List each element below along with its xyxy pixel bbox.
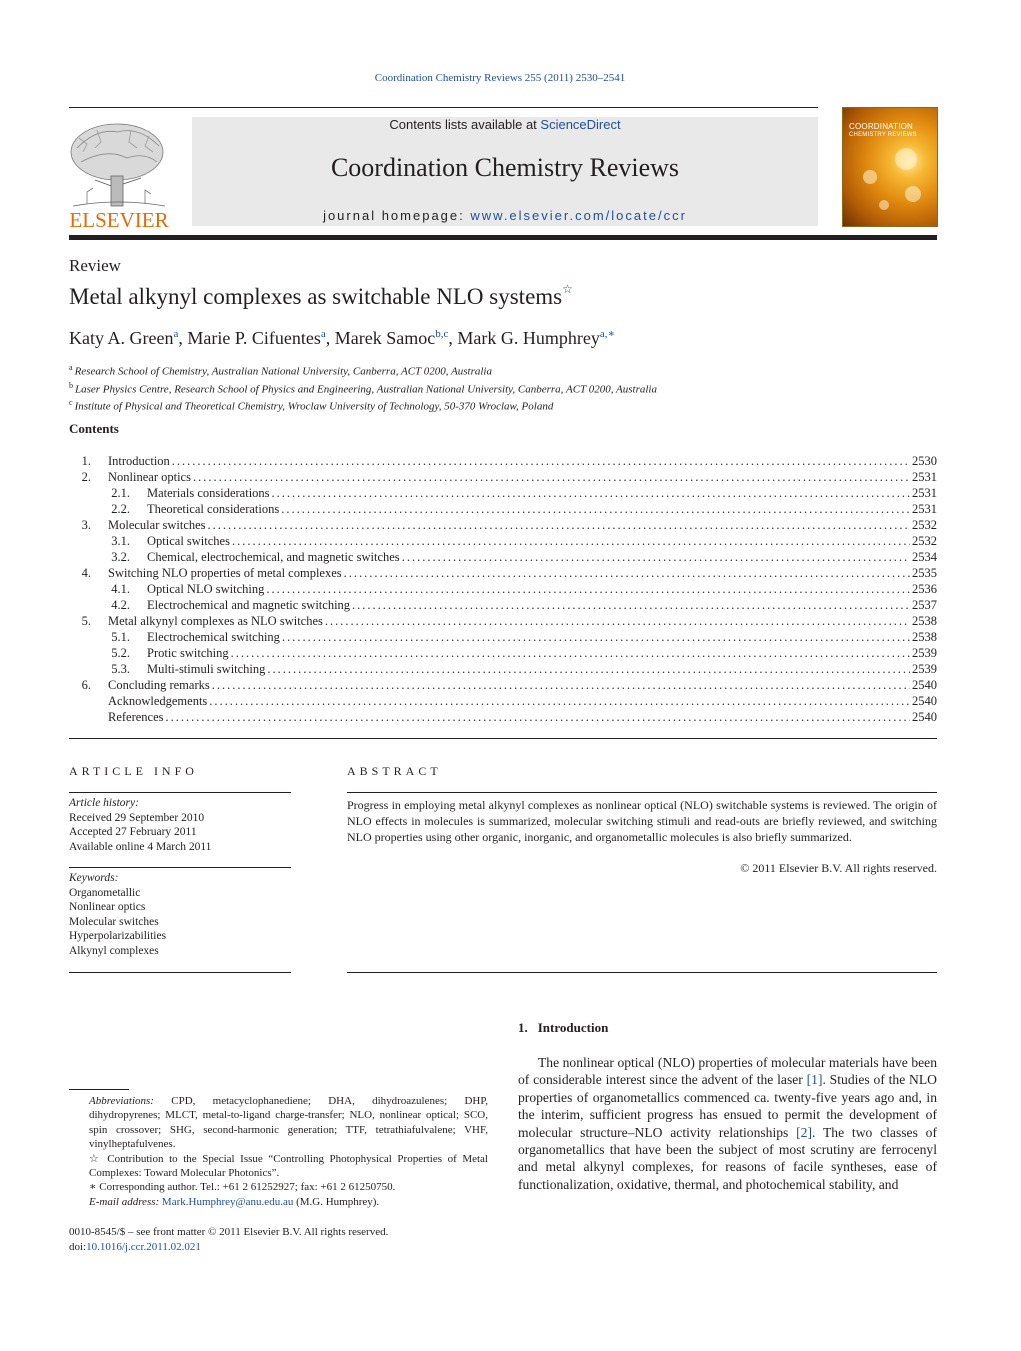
sciencedirect-link[interactable]: ScienceDirect [540,117,621,132]
toc-number: 2. [81,470,91,484]
reference-link-2[interactable]: [2] [796,1124,812,1140]
toc-entry[interactable] [69,517,937,533]
toc-leader-dots [352,597,910,613]
toc-entry[interactable] [69,533,937,549]
keyword-item: Hyperpolarizabilities [69,930,167,942]
toc-label[interactable]: Optical NLO switching [147,582,265,596]
table-of-contents [69,453,937,725]
affiliation-text: Research School of Chemistry, Australian National University, Canberra, ACT 0200, Australia [74,365,492,378]
toc-page-number: 2531 [912,502,937,516]
journal-cover-thumbnail[interactable] [842,107,938,227]
cover-title: COORDINATION CHEMISTRY REVIEWS [849,122,917,138]
toc-leader-dots [172,453,910,469]
history-label: Article history: [69,797,139,809]
abstract-text: Progress in employing metal alkynyl complexes as nonlinear optical (NLO) switchable systems is reviewed. The origin of NLO effects in molecules is summarized, molecular switching stimuli and read-outs are briefly reviewed, and switching NLO properties using other organic, inorganic, and organometallic molecules is also briefly summarized. [347,798,937,844]
toc-entry[interactable] [69,661,937,677]
toc-label[interactable]: Concluding remarks [108,678,210,692]
keywords-rule [69,867,291,868]
abstract-rule [347,792,937,793]
toc-number: 5.1. [111,630,130,644]
toc-leader-dots [272,485,910,501]
keyword-item: Organometallic [69,886,141,899]
toc-page-number: 2539 [912,662,937,676]
toc-label[interactable]: Optical switches [147,534,230,548]
special-issue-footnote: ☆ Contribution to the Special Issue “Controlling Photophysical Properties of Metal Complexes: Toward Molecular Photonics”. [89,1152,488,1180]
history-item: Accepted 27 February 2011 [69,826,197,838]
toc-page-number: 2540 [912,710,937,724]
toc-entry[interactable] [69,629,937,645]
contents-heading: Contents [69,421,119,436]
toc-leader-dots [209,693,910,709]
toc-entry[interactable] [69,677,937,693]
toc-entry[interactable] [69,501,937,517]
toc-label[interactable]: Materials considerations [147,486,270,500]
author-affiliation-mark[interactable]: a [173,328,179,340]
author-list [69,327,615,349]
toc-leader-dots [325,613,910,629]
toc-leader-dots [266,581,910,597]
affiliation-item [69,379,657,397]
toc-number: 2.1. [111,486,130,500]
keyword-item: Nonlinear optics [69,901,146,913]
toc-page-number: 2537 [912,598,937,612]
toc-leader-dots [282,629,910,645]
toc-entry[interactable] [69,453,937,469]
author-name[interactable]: Marek Samoc [334,328,436,348]
toc-number: 2.2. [111,502,130,516]
toc-page-number: 2532 [912,534,937,548]
introduction-body: The nonlinear optical (NLO) properties of molecular materials have been of considerable interest since the advent of the laser [1]. Studies of the NLO properties of organometallics commenced ca. twenty-five years ago and, in the interim, sufficient progress has ensued to permit the development of molecular structure–NLO activity relationships [2]. The two classes of organometallics that have been the subject of most scrutiny are ferrocenyl and metal alkynyl complexes, for reasons of facile syntheses, ease of functionalization, oxidative, thermal, and photochemical stability, and [518,1055,937,1192]
author-affiliation-mark[interactable]: a [320,328,326,340]
keyword-item: Molecular switches [69,915,159,928]
keywords [69,871,166,958]
toc-leader-dots [232,533,910,549]
author-name[interactable]: Mark G. Humphrey [457,328,600,348]
toc-entry[interactable] [69,549,937,565]
issn-line: 0010-8545/$ – see front matter © 2011 Elsevier B.V. All rights reserved. [69,1226,389,1238]
footnote-rule [69,1089,129,1090]
toc-label[interactable]: Electrochemical and magnetic switching [147,598,351,612]
affiliation-key: a [69,363,73,372]
affiliation-item [69,396,657,414]
abstract-bottom-rule [347,972,937,973]
header-thick-rule [69,235,937,240]
toc-number: 5. [81,614,91,628]
toc-leader-dots [193,469,910,485]
toc-label[interactable]: Metal alkynyl complexes as NLO switches [108,614,323,628]
toc-entry[interactable] [69,485,937,501]
elsevier-logo [67,118,171,230]
journal-homepage: journal homepage: www.elsevier.com/locate/ccr [323,208,687,223]
article-type: Review [69,256,121,275]
toc-label[interactable]: Acknowledgements [108,694,208,708]
abstract-copyright: © 2011 Elsevier B.V. All rights reserved. [740,861,937,875]
toc-page-number: 2530 [912,454,937,468]
toc-leader-dots [281,501,910,517]
introduction-heading: 1. Introduction [518,1020,609,1035]
toc-page-number: 2531 [912,470,937,484]
toc-entry[interactable] [69,693,937,709]
toc-entry[interactable] [69,597,937,613]
affiliation-key: b [69,380,73,390]
toc-leader-dots [402,549,910,565]
toc-leader-dots [166,709,910,725]
toc-page-number: 2532 [912,518,937,532]
author-name[interactable]: Marie P. Cifuentes [187,328,321,348]
author-separator: , [448,328,458,348]
toc-label[interactable]: References [108,710,164,724]
article-info-rule [69,792,291,793]
toc-label[interactable]: Molecular switches [108,518,206,532]
abbreviations-footnote: Abbreviations: CPD, metacyclophanediene; DHA, dihydroazulenes; DHP, dihydropyrenes; MLCT, metal-to-ligand charge-transfer; NLO, nonlinear optical; SCO, spin crossover; SHG, second-harmonic generation; TTF, tetrathiafulvalene; VHF, vinylheptafulvenes. [89,1095,489,1151]
toc-number: 4. [81,566,91,580]
article-info-bottom-rule [69,972,291,973]
toc-page-number: 2534 [912,550,937,564]
journal-banner [192,117,818,226]
toc-page-number: 2540 [912,694,937,708]
footnotes [69,1094,488,1209]
toc-page-number: 2538 [912,614,937,628]
affiliation-text: Institute of Physical and Theoretical Chemistry, Wroclaw University of Technology, 50-370 Wroclaw, Poland [74,400,554,413]
toc-page-number: 2540 [912,678,937,692]
toc-number: 3.1. [111,534,130,548]
homepage-link[interactable]: www.elsevier.com/locate/ccr [470,208,687,223]
toc-label[interactable]: Multi-stimuli switching [147,662,266,676]
toc-number: 6. [81,678,91,692]
title-footnote-mark[interactable]: ☆ [562,282,573,296]
affiliation-list [69,361,657,414]
publisher-wordmark: ELSEVIER [69,208,169,232]
author-separator: , [178,328,188,348]
toc-leader-dots [267,661,910,677]
contents-rule [69,738,937,739]
corresponding-author-footnote: ∗ Corresponding author. Tel.: +61 2 61252927; fax: +61 2 61250750. [89,1181,396,1194]
toc-entry[interactable] [69,469,937,485]
toc-leader-dots [231,645,910,661]
toc-entry[interactable] [69,645,937,661]
toc-page-number: 2539 [912,646,937,660]
toc-page-number: 2538 [912,630,937,644]
issn-block [69,1225,388,1255]
toc-label[interactable]: Switching NLO properties of metal complexes [108,566,342,580]
author-affiliation-mark[interactable]: b,c [435,328,449,340]
email-link[interactable]: Mark.Humphrey@anu.edu.au [161,1195,294,1208]
keyword-item: Alkynyl complexes [69,944,159,957]
journal-title: Coordination Chemistry Reviews [330,153,680,182]
journal-citation[interactable]: Coordination Chemistry Reviews 255 (2011) 2530–2541 [374,72,626,84]
reference-link-1[interactable]: [1] [806,1072,823,1088]
header-rule [69,107,818,108]
toc-label[interactable]: Introduction [108,454,170,468]
toc-leader-dots [212,677,910,693]
toc-number: 3.2. [111,550,130,564]
article-title: Metal alkynyl complexes as switchable NLO systems☆ [69,282,573,309]
toc-number: 3. [81,518,91,532]
toc-page-number: 2535 [912,566,937,580]
toc-page-number: 2531 [912,486,937,500]
toc-entry[interactable] [69,709,937,725]
toc-number: 4.2. [111,598,130,612]
toc-label[interactable]: Nonlinear optics [108,470,191,484]
history-item: Received 29 September 2010 [69,811,205,824]
author-separator: , [325,328,335,348]
email-footnote: E-mail address: Mark.Humphrey@anu.edu.au (M.G. Humphrey). [89,1195,380,1208]
toc-leader-dots [344,565,910,581]
toc-number: 5.3. [111,662,130,676]
toc-number: 5.2. [111,646,130,660]
toc-number: 1. [81,454,91,468]
author-affiliation-mark[interactable]: a,∗ [599,328,615,340]
toc-label[interactable]: Chemical, electrochemical, and magnetic switches [147,550,400,564]
doi-line: doi:10.1016/j.ccr.2011.02.021 [69,1241,201,1253]
toc-entry[interactable] [69,565,937,581]
toc-label[interactable]: Protic switching [147,646,229,660]
affiliation-key: c [69,398,73,408]
affiliation-item [69,361,657,379]
abstract-heading: ABSTRACT [347,764,442,778]
toc-label[interactable]: Theoretical considerations [147,502,280,516]
toc-leader-dots [208,517,910,533]
keywords-label: Keywords: [69,872,119,884]
toc-entry[interactable] [69,581,937,597]
doi-link[interactable]: 10.1016/j.ccr.2011.02.021 [86,1241,201,1253]
article-history [69,796,211,854]
author-name[interactable]: Katy A. Green [69,328,174,348]
toc-entry[interactable] [69,613,937,629]
history-item: Available online 4 March 2011 [69,840,212,853]
toc-label[interactable]: Electrochemical switching [147,630,280,644]
toc-number: 4.1. [111,582,130,596]
article-info-heading: ARTICLE INFO [69,764,198,778]
affiliation-text: Laser Physics Centre, Research School of Physics and Engineering, Australian National University, Canberra, ACT 0200, Australia [75,383,657,396]
contents-available: Contents lists available at ScienceDirect [389,117,621,132]
toc-page-number: 2536 [912,582,937,596]
